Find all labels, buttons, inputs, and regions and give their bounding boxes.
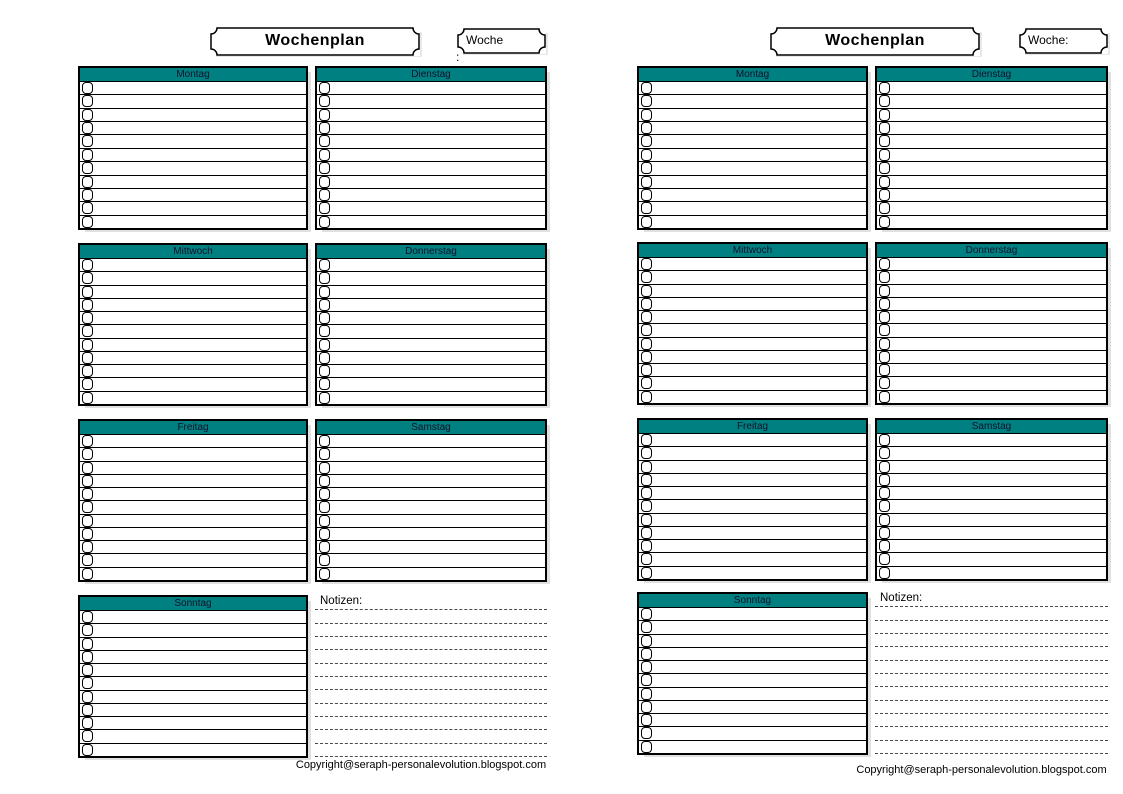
task-checkbox-icon[interactable] <box>879 500 890 512</box>
task-checkbox-icon[interactable] <box>879 95 890 107</box>
task-checkbox-icon[interactable] <box>641 621 652 633</box>
task-row[interactable] <box>877 311 1106 324</box>
task-row[interactable] <box>639 553 866 566</box>
task-row[interactable] <box>639 461 866 474</box>
task-row[interactable] <box>877 135 1106 148</box>
task-checkbox-icon[interactable] <box>641 461 652 473</box>
day-block-dienstag <box>875 66 1108 230</box>
task-checkbox-icon[interactable] <box>641 176 652 188</box>
task-checkbox-icon[interactable] <box>641 527 652 539</box>
task-checkbox-icon[interactable] <box>879 82 890 94</box>
task-row[interactable] <box>639 364 866 377</box>
day-header: Donnerstag <box>877 244 1106 258</box>
notes-line[interactable] <box>875 674 1108 687</box>
task-row[interactable] <box>639 377 866 390</box>
task-row[interactable] <box>877 567 1106 579</box>
task-checkbox-icon[interactable] <box>641 661 652 673</box>
task-row[interactable] <box>877 553 1106 566</box>
task-row[interactable] <box>639 648 866 661</box>
task-checkbox-icon[interactable] <box>641 447 652 459</box>
task-checkbox-icon[interactable] <box>879 216 890 228</box>
day-header: Donnerstag <box>317 245 545 259</box>
task-checkbox-icon[interactable] <box>879 487 890 499</box>
task-row[interactable] <box>639 527 866 540</box>
task-checkbox-icon[interactable] <box>641 727 652 739</box>
task-checkbox-icon[interactable] <box>879 122 890 134</box>
task-checkbox-icon[interactable] <box>879 364 890 376</box>
task-checkbox-icon[interactable] <box>641 82 652 94</box>
day-header: Sonntag <box>80 597 306 611</box>
task-row[interactable] <box>639 216 866 228</box>
task-checkbox-icon[interactable] <box>641 608 652 620</box>
task-checkbox-icon[interactable] <box>641 95 652 107</box>
task-row[interactable] <box>877 298 1106 311</box>
notes-line[interactable] <box>875 727 1108 740</box>
task-row[interactable] <box>639 135 866 148</box>
task-checkbox-icon[interactable] <box>641 391 652 403</box>
notes-line[interactable] <box>875 741 1108 754</box>
task-row[interactable] <box>639 500 866 513</box>
task-checkbox-icon[interactable] <box>641 271 652 283</box>
day-header: Montag <box>80 68 306 82</box>
week-colon: : <box>456 50 460 64</box>
task-checkbox-icon[interactable] <box>879 162 890 174</box>
task-checkbox-icon[interactable] <box>641 434 652 446</box>
task-checkbox-icon[interactable] <box>641 364 652 376</box>
task-row[interactable] <box>639 391 866 403</box>
task-row[interactable] <box>639 674 866 687</box>
task-row[interactable] <box>639 189 866 202</box>
task-row[interactable] <box>877 258 1106 271</box>
notes-line[interactable] <box>875 661 1108 674</box>
notes-lines <box>875 594 1108 754</box>
task-row[interactable] <box>639 727 866 740</box>
task-row[interactable] <box>877 527 1106 540</box>
day-header: Mittwoch <box>80 245 306 259</box>
task-row[interactable] <box>877 514 1106 527</box>
task-checkbox-icon[interactable] <box>641 514 652 526</box>
task-checkbox-icon[interactable] <box>879 202 890 214</box>
task-row[interactable] <box>639 608 866 621</box>
week-label: Woche <box>466 33 504 47</box>
task-row[interactable] <box>639 741 866 753</box>
task-row[interactable] <box>877 461 1106 474</box>
task-checkbox-icon[interactable] <box>641 311 652 323</box>
task-row[interactable] <box>877 82 1106 95</box>
task-row[interactable] <box>639 202 866 215</box>
task-row[interactable] <box>639 149 866 162</box>
task-row[interactable] <box>877 149 1106 162</box>
task-checkbox-icon[interactable] <box>641 324 652 336</box>
day-block-sonntag <box>637 592 868 755</box>
task-checkbox-icon[interactable] <box>641 109 652 121</box>
task-row[interactable] <box>639 714 866 727</box>
task-checkbox-icon[interactable] <box>879 553 890 565</box>
task-row[interactable] <box>639 176 866 189</box>
task-row[interactable] <box>877 122 1106 135</box>
task-row[interactable] <box>639 324 866 337</box>
week-label: Woche: <box>1028 33 1069 47</box>
day-header: Sonntag <box>639 594 866 608</box>
task-checkbox-icon[interactable] <box>641 688 652 700</box>
task-row[interactable] <box>639 635 866 648</box>
task-row[interactable] <box>639 351 866 364</box>
task-row[interactable] <box>877 162 1106 175</box>
notes-line[interactable] <box>875 621 1108 634</box>
task-checkbox-icon[interactable] <box>641 377 652 389</box>
task-row[interactable] <box>639 434 866 447</box>
task-checkbox-icon[interactable] <box>879 176 890 188</box>
task-row[interactable] <box>639 621 866 634</box>
task-row[interactable] <box>877 377 1106 390</box>
task-checkbox-icon[interactable] <box>641 500 652 512</box>
task-row[interactable] <box>639 514 866 527</box>
task-checkbox-icon[interactable] <box>641 298 652 310</box>
task-checkbox-icon[interactable] <box>641 741 652 753</box>
task-checkbox-icon[interactable] <box>879 540 890 552</box>
task-checkbox-icon[interactable] <box>879 461 890 473</box>
task-row[interactable] <box>877 176 1106 189</box>
task-row[interactable] <box>639 271 866 284</box>
task-row[interactable] <box>877 285 1106 298</box>
day-header: Dienstag <box>877 68 1106 82</box>
task-row[interactable] <box>639 474 866 487</box>
task-checkbox-icon[interactable] <box>641 567 652 579</box>
task-checkbox-icon[interactable] <box>641 338 652 350</box>
task-row[interactable] <box>639 285 866 298</box>
task-checkbox-icon[interactable] <box>641 216 652 228</box>
notes-line[interactable] <box>875 701 1108 714</box>
task-checkbox-icon[interactable] <box>641 487 652 499</box>
day-block-montag <box>637 66 868 230</box>
task-row[interactable] <box>639 82 866 95</box>
task-row[interactable] <box>639 661 866 674</box>
task-row[interactable] <box>877 487 1106 500</box>
task-checkbox-icon[interactable] <box>641 635 652 647</box>
task-checkbox-icon[interactable] <box>641 674 652 686</box>
task-row[interactable] <box>639 258 866 271</box>
task-checkbox-icon[interactable] <box>641 122 652 134</box>
notes-line[interactable] <box>875 634 1108 647</box>
task-checkbox-icon[interactable] <box>641 648 652 660</box>
task-checkbox-icon[interactable] <box>641 540 652 552</box>
task-row[interactable] <box>877 271 1106 284</box>
task-row[interactable] <box>877 391 1106 403</box>
task-row[interactable] <box>639 122 866 135</box>
task-row[interactable] <box>877 447 1106 460</box>
day-block-donnerstag <box>875 242 1108 405</box>
day-block-freitag <box>637 418 868 581</box>
task-checkbox-icon[interactable] <box>879 189 890 201</box>
notes-label: Notizen: <box>880 592 923 604</box>
task-row[interactable] <box>877 474 1106 487</box>
notes-label: Notizen: <box>320 595 363 607</box>
task-row[interactable] <box>877 95 1106 108</box>
task-checkbox-icon[interactable] <box>641 202 652 214</box>
day-header: Freitag <box>80 421 306 435</box>
task-checkbox-icon[interactable] <box>879 271 890 283</box>
task-checkbox-icon[interactable] <box>879 338 890 350</box>
task-checkbox-icon[interactable] <box>641 189 652 201</box>
task-checkbox-icon[interactable] <box>879 391 890 403</box>
task-row[interactable] <box>877 324 1106 337</box>
task-row[interactable] <box>877 500 1106 513</box>
task-checkbox-icon[interactable] <box>879 324 890 336</box>
task-row[interactable] <box>877 109 1106 122</box>
task-row[interactable] <box>639 447 866 460</box>
task-checkbox-icon[interactable] <box>641 258 652 270</box>
notes-line[interactable] <box>875 687 1108 700</box>
day-header: Freitag <box>639 420 866 434</box>
task-checkbox-icon[interactable] <box>879 447 890 459</box>
task-checkbox-icon[interactable] <box>641 553 652 565</box>
task-row[interactable] <box>639 109 866 122</box>
planner-title: Wochenplan <box>825 32 925 49</box>
task-row[interactable] <box>639 567 866 579</box>
planner-title: Wochenplan <box>265 32 365 49</box>
task-row[interactable] <box>877 364 1106 377</box>
task-row[interactable] <box>877 216 1106 228</box>
task-row[interactable] <box>639 487 866 500</box>
task-checkbox-icon[interactable] <box>641 149 652 161</box>
task-checkbox-icon[interactable] <box>879 351 890 363</box>
task-checkbox-icon[interactable] <box>641 162 652 174</box>
copyright-text: Copyright@seraph-personalevolution.blogspot.com <box>295 759 547 771</box>
task-checkbox-icon[interactable] <box>879 514 890 526</box>
task-checkbox-icon[interactable] <box>879 377 890 389</box>
task-row[interactable] <box>639 95 866 108</box>
notes-block <box>875 592 1108 755</box>
task-row[interactable] <box>639 540 866 553</box>
task-row[interactable] <box>639 298 866 311</box>
task-checkbox-icon[interactable] <box>879 567 890 579</box>
day-header: Dienstag <box>317 68 545 82</box>
task-checkbox-icon[interactable] <box>879 149 890 161</box>
task-row[interactable] <box>877 338 1106 351</box>
task-row[interactable] <box>877 189 1106 202</box>
task-row[interactable] <box>877 202 1106 215</box>
day-header: Mittwoch <box>639 244 866 258</box>
day-header: Samstag <box>877 420 1106 434</box>
notes-line[interactable] <box>875 607 1108 620</box>
task-checkbox-icon[interactable] <box>879 434 890 446</box>
task-checkbox-icon[interactable] <box>879 285 890 297</box>
task-checkbox-icon[interactable] <box>879 311 890 323</box>
copyright-text: Copyright@seraph-personalevolution.blogspot.com <box>856 764 1107 776</box>
task-checkbox-icon[interactable] <box>641 474 652 486</box>
task-checkbox-icon[interactable] <box>879 258 890 270</box>
task-row[interactable] <box>639 688 866 701</box>
task-checkbox-icon[interactable] <box>879 135 890 147</box>
task-row[interactable] <box>639 701 866 714</box>
task-row[interactable] <box>877 434 1106 447</box>
task-checkbox-icon[interactable] <box>879 527 890 539</box>
task-checkbox-icon[interactable] <box>641 351 652 363</box>
task-row[interactable] <box>639 162 866 175</box>
task-row[interactable] <box>877 351 1106 364</box>
task-checkbox-icon[interactable] <box>879 109 890 121</box>
task-checkbox-icon[interactable] <box>879 474 890 486</box>
notes-line[interactable] <box>875 647 1108 660</box>
task-checkbox-icon[interactable] <box>641 714 652 726</box>
task-checkbox-icon[interactable] <box>879 298 890 310</box>
day-header: Montag <box>639 68 866 82</box>
task-checkbox-icon[interactable] <box>641 135 652 147</box>
day-block-samstag <box>875 418 1108 581</box>
day-header: Samstag <box>317 421 545 435</box>
task-row[interactable] <box>639 311 866 324</box>
task-row[interactable] <box>877 540 1106 553</box>
notes-line[interactable] <box>875 714 1108 727</box>
day-block-mittwoch <box>637 242 868 405</box>
task-checkbox-icon[interactable] <box>641 285 652 297</box>
task-checkbox-icon[interactable] <box>641 701 652 713</box>
task-row[interactable] <box>639 338 866 351</box>
